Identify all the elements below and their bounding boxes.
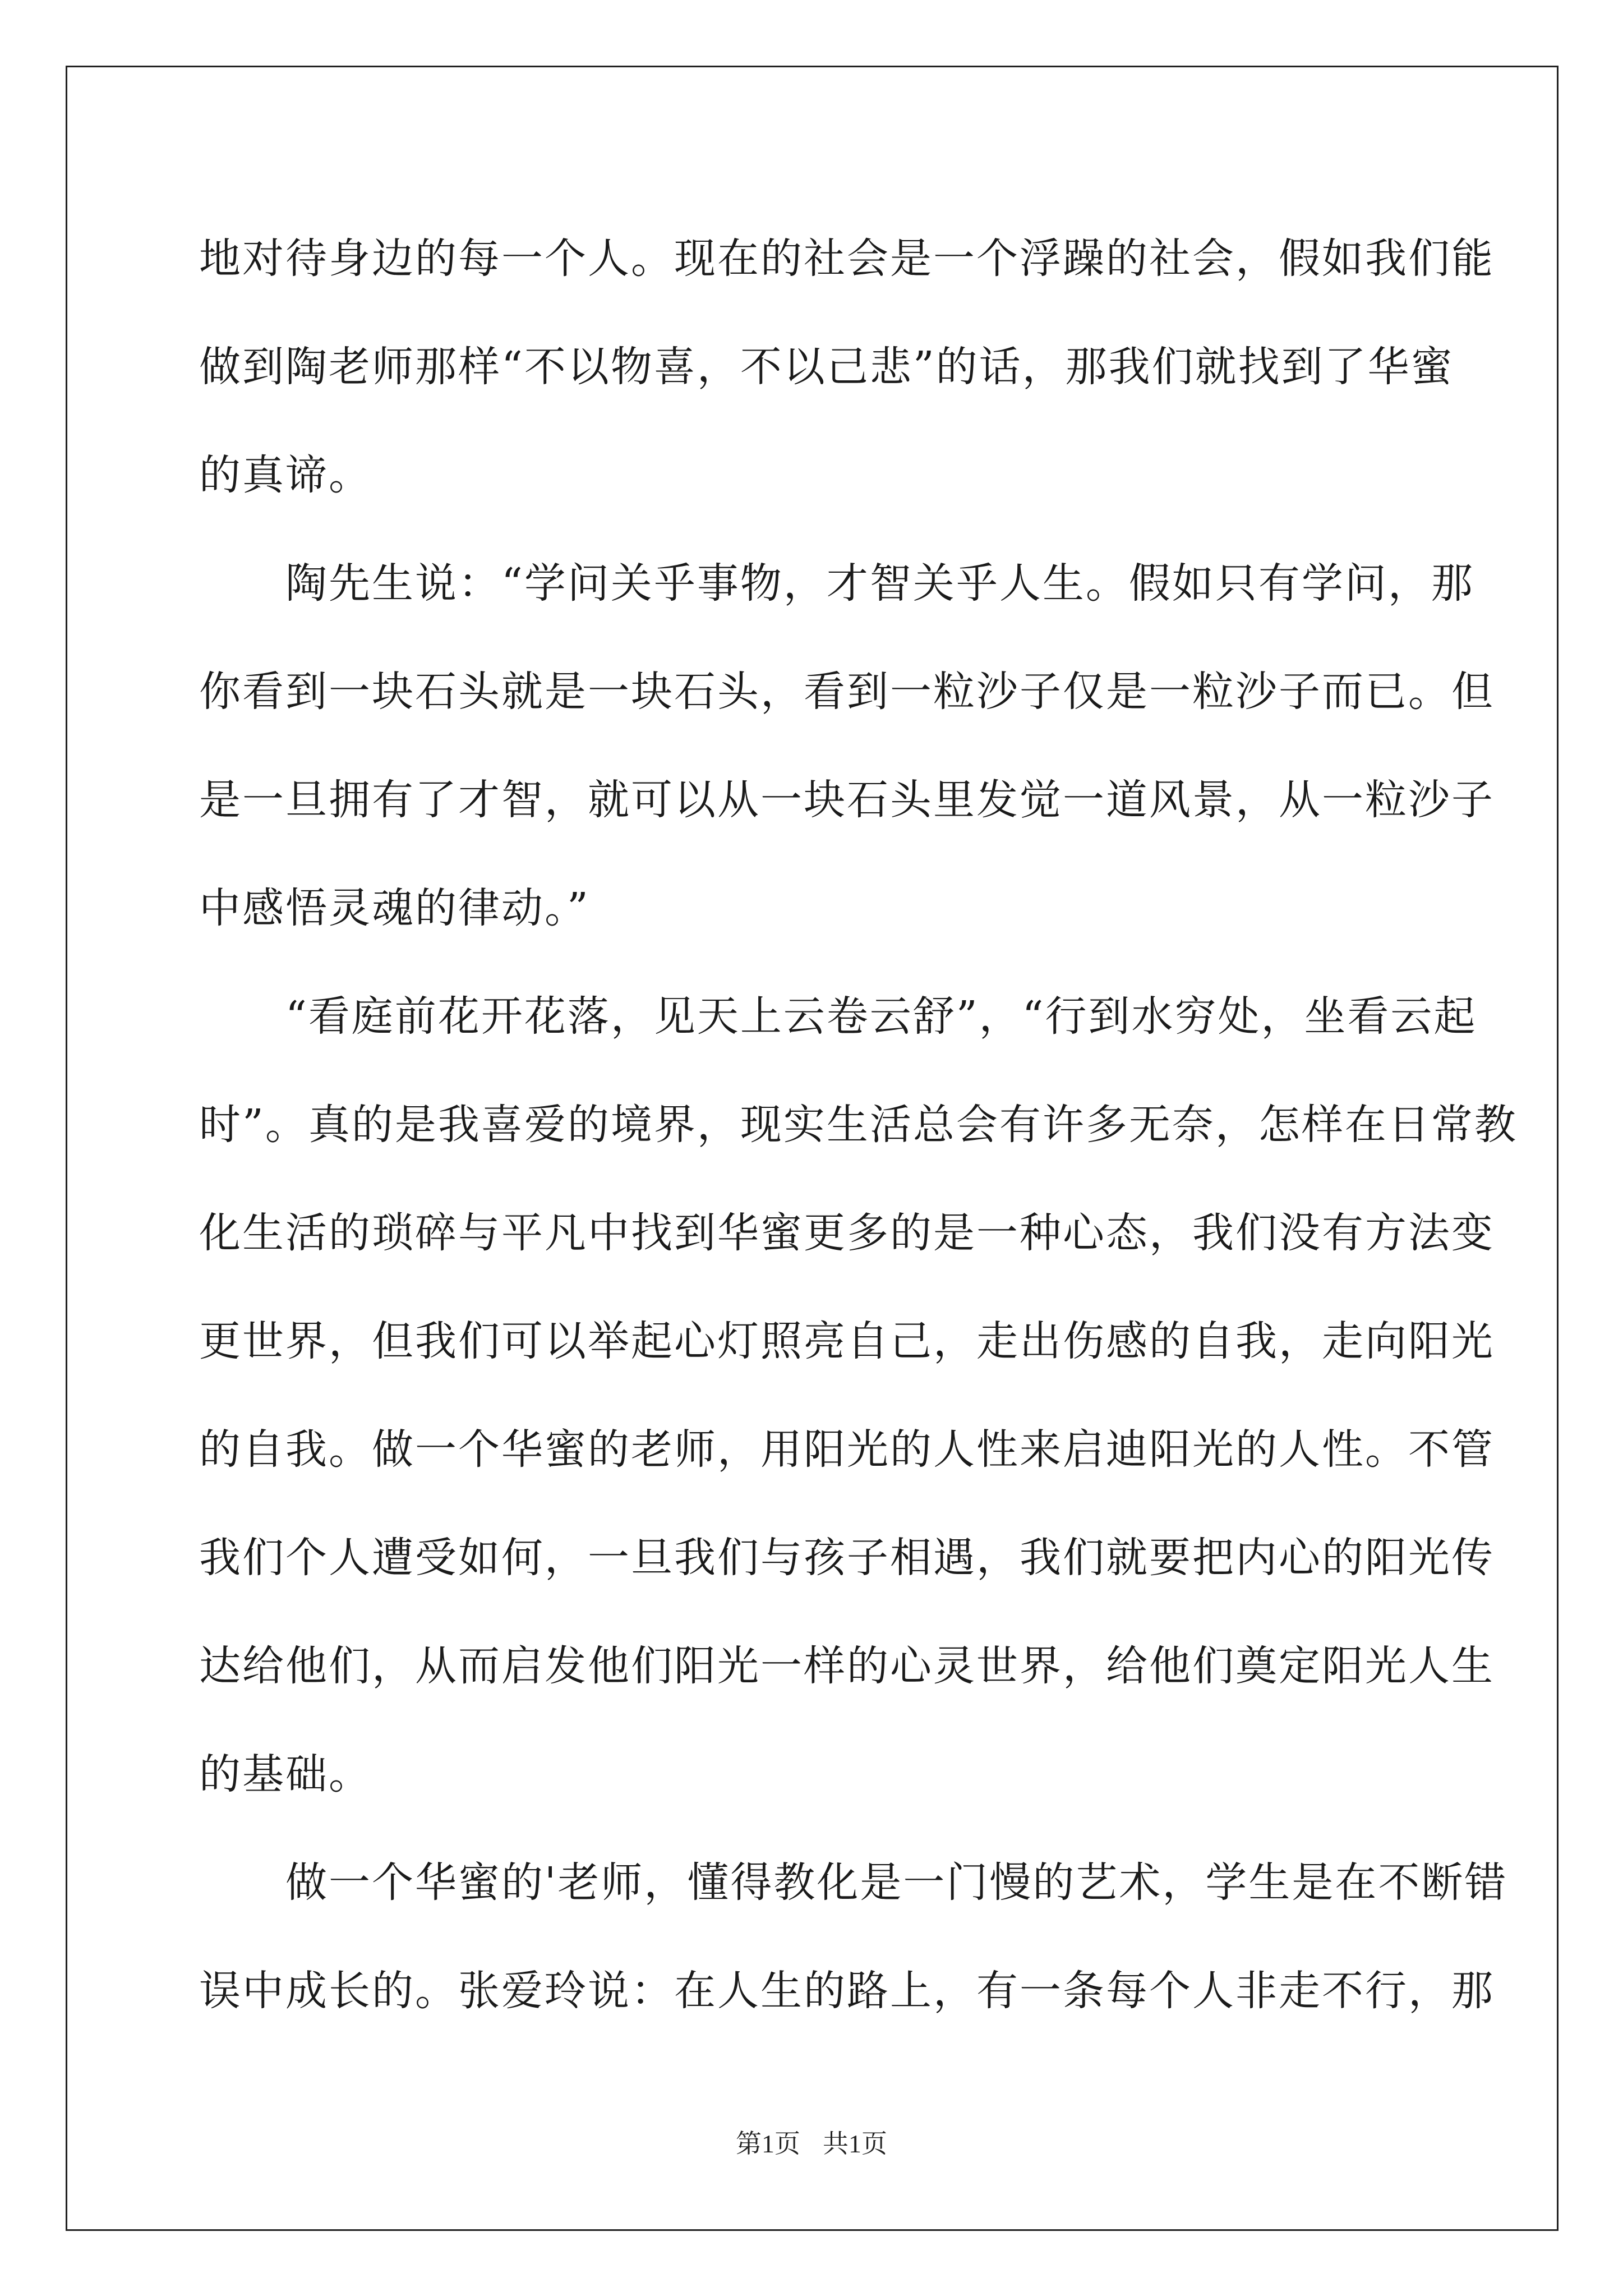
text-line: 更世界，但我们可以举起心灯照亮自己，走出伤感的自我，走向阳光: [199, 1317, 1495, 1365]
text-line: 是一旦拥有了才智，就可以从一块石头里发觉一道风景，从一粒沙子: [199, 776, 1495, 824]
page-total: 共1页: [823, 2129, 887, 2158]
text-line: 陶先生说：“学问关乎事物，才智关乎人生。假如只有学问，那: [199, 559, 1474, 608]
text-line: 做到陶老师那样“不以物喜，不以己悲”的话，那我们就找到了华蜜: [199, 343, 1454, 391]
text-line: 地对待身边的每一个人。现在的社会是一个浮躁的社会，假如我们能: [199, 234, 1495, 283]
text-line: 的真谛。: [199, 451, 372, 499]
text-line: 中感悟灵魂的律动。”: [199, 884, 590, 932]
text-line: 做一个华蜜的'老师，懂得教化是一门慢的艺术，学生是在不断错: [199, 1858, 1508, 1907]
text-line: 你看到一块石头就是一块石头，看到一粒沙子仅是一粒沙子而已。但: [199, 668, 1495, 716]
text-line: 的自我。做一个华蜜的老师，用阳光的人性来启迪阳光的人性。不管: [199, 1425, 1495, 1474]
text-line: 误中成长的。张爱玲说：在人生的路上，有一条每个人非走不行，那: [199, 1967, 1495, 2015]
text-line: 化生活的琐碎与平凡中找到华蜜更多的是一种心态，我们没有方法变: [199, 1209, 1495, 1257]
text-line: “看庭前花开花落，见天上云卷云舒”，“行到水穷处，坐看云起: [199, 992, 1477, 1041]
page-number: 第1页: [736, 2129, 800, 2158]
text-line: 时”。真的是我喜爱的境界，现实生活总会有许多无奈，怎样在日常教: [199, 1101, 1518, 1149]
document-body: [199, 205, 1518, 2045]
text-line: 我们个人遭受如何，一旦我们与孩子相遇，我们就要把内心的阳光传: [199, 1534, 1495, 1582]
text-line: 达给他们，从而启发他们阳光一样的心灵世界，给他们奠定阳光人生: [199, 1642, 1495, 1690]
text-line: 的基础。: [199, 1750, 372, 1798]
page-footer: [0, 2123, 1623, 2160]
